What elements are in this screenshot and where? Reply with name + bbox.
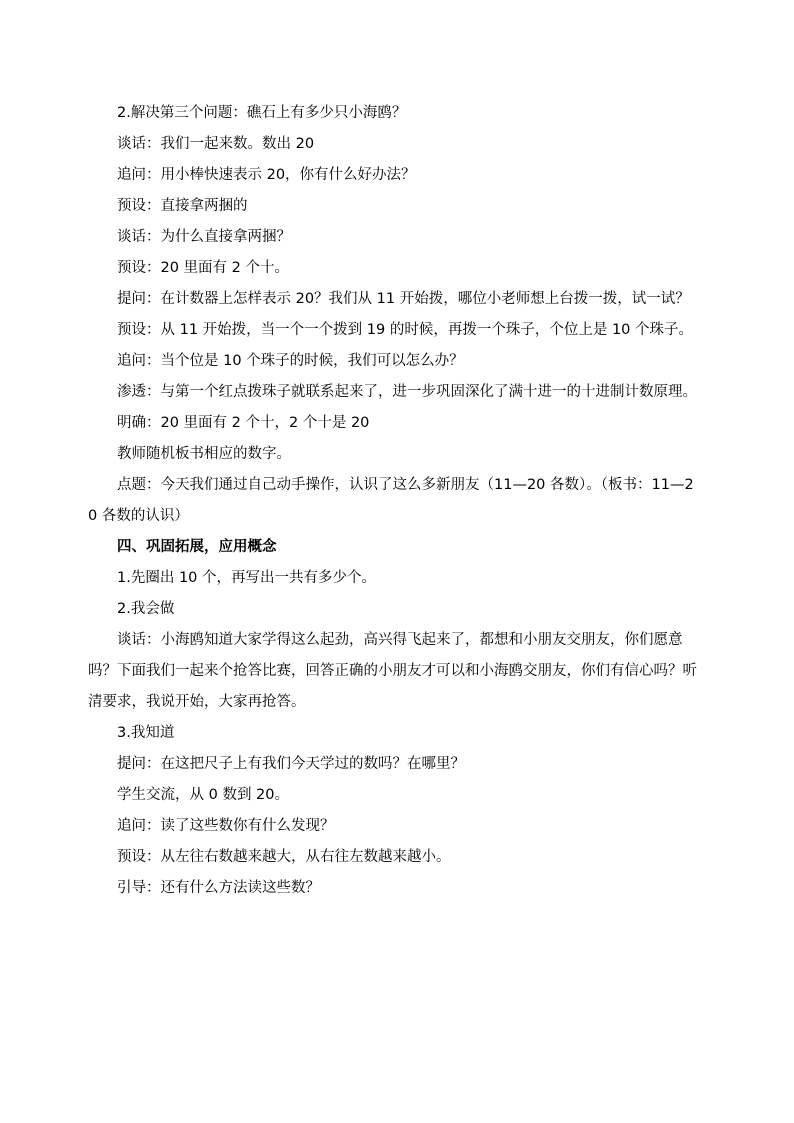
paragraph: 渗透：与第一个红点拨珠子就联系起来了，进一步巩固深化了满十进一的十进制计数原理。 (117, 384, 697, 400)
paragraph: 明确：20 里面有 2 个十，2 个十是 20 (117, 415, 370, 431)
paragraph: 教师随机板书相应的数字。 (117, 446, 291, 462)
paragraph: 提问：在计数器上怎样表示 20？我们从 11 开始拨，哪位小老师想上台拨一拨，试一试？ (117, 291, 690, 307)
paragraph: 引导：还有什么方法读这些数？ (117, 880, 320, 896)
paragraph: 谈话：我们一起来数。数出 20 (117, 136, 315, 152)
paragraph: 追问：当个位是 10 个珠子的时候，我们可以怎么办？ (117, 353, 464, 369)
paragraph: 谈话：小海鸥知道大家学得这么起劲，高兴得飞起来了，都想和小朋友交朋友，你们愿意吗？下面我们一起来个抢答比赛，回答正确的小朋友才可以和小海鸥交朋友，你们有信心吗？听清要求，我说开始，大家再抢答。 (88, 632, 697, 710)
paragraph: 追问：读了这些数你有什么发现？ (117, 818, 335, 834)
document-body (88, 98, 700, 904)
paragraph: 预设：从 11 开始拨，当一个一个拨到 19 的时候，再拨一个珠子，个位上是 10 个珠子。 (117, 322, 694, 338)
paragraph: 谈话：为什么直接拿两捆？ (117, 229, 291, 245)
paragraph: 2.解决第三个问题：礁石上有多少只小海鸥？ (117, 105, 407, 121)
paragraph: 2.我会做 (117, 601, 175, 617)
paragraph: 追问：用小棒快速表示 20，你有什么好办法？ (117, 167, 416, 183)
paragraph: 点题：今天我们通过自己动手操作，认识了这么多新朋友（11—20 各数）。（板书：11—20 各数的认识） (88, 477, 694, 524)
paragraph: 预设：从左往右数越来越大，从右往左数越来越小。 (117, 849, 451, 865)
paragraph: 预设：20 里面有 2 个十。 (117, 260, 290, 276)
section-heading: 四、巩固拓展，应用概念 (117, 539, 277, 555)
paragraph: 学生交流，从 0 数到 20。 (117, 787, 290, 803)
paragraph: 1.先圈出 10 个，再写出一共有多少个。 (117, 570, 377, 586)
paragraph: 3.我知道 (117, 725, 175, 741)
paragraph: 提问：在这把尺子上有我们今天学过的数吗？在哪里？ (117, 756, 465, 772)
paragraph: 预设：直接拿两捆的 (117, 198, 248, 214)
